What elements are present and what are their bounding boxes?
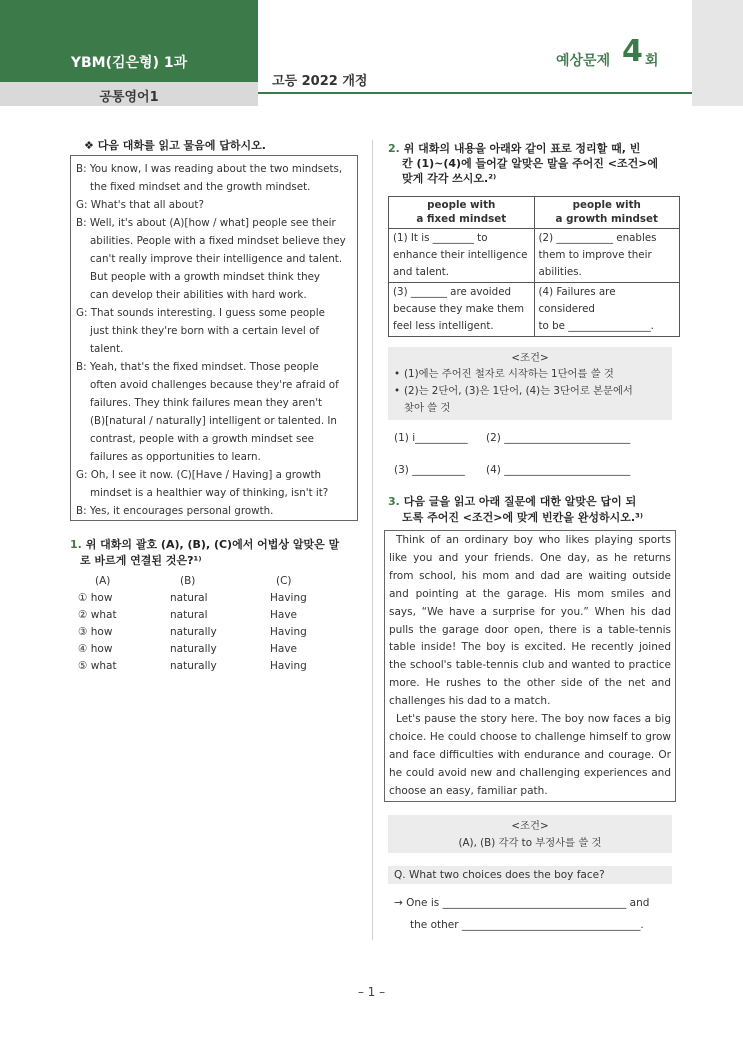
option-mark: ① xyxy=(78,592,88,604)
condition-box-3 xyxy=(388,815,672,853)
dialogue-line: often avoid challenges because they're afraid of xyxy=(90,379,339,391)
dialogue-line: B: Well, it's about (A)[how / what] people see their xyxy=(76,214,352,232)
dialogue-line: G: What's that all about? xyxy=(76,196,352,214)
answer-blank-4[interactable]: (4) ________________________ xyxy=(486,464,631,476)
dialogue-line: talent. xyxy=(90,343,124,355)
header-corner-tab xyxy=(692,0,743,106)
header-exam-number: 4 xyxy=(622,34,643,69)
dialogue-line: B: Yeah, that's the fixed mindset. Those people xyxy=(76,358,352,376)
dialogue-line: just think they're born with a certain level of xyxy=(90,325,319,337)
dialogue-line: contrast, people with a growth mindset see xyxy=(90,433,314,445)
options-header: (A) (B) (C) xyxy=(95,575,292,587)
condition-item: (A), (B) 각각 to 부정사를 쓸 것 xyxy=(458,837,602,849)
question-1 xyxy=(70,537,360,569)
option-mark: ④ xyxy=(78,643,88,655)
speaker: G: xyxy=(76,199,88,211)
answer-option[interactable]: ① how natural Having xyxy=(78,592,307,604)
question-text: 맞게 각각 쓰시오.²⁾ xyxy=(402,172,497,185)
question-text: 로 바르게 연결된 것은?¹⁾ xyxy=(80,554,202,567)
option-mark: ⑤ xyxy=(78,660,88,672)
condition-title: <조건> xyxy=(511,352,549,364)
header-subtitle: 공통영어1 xyxy=(99,90,159,105)
question-text: 칸 (1)~(4)에 들어갈 알맞은 말을 주어진 <조건>에 xyxy=(402,157,659,170)
dialogue-line: But people with a growth mindset think they xyxy=(90,271,321,283)
answer-blank-1[interactable]: (1) i__________ xyxy=(394,432,468,444)
dialogue-line: can't really improve their intelligence and talent. xyxy=(90,253,343,265)
dialogue-line: can develop their abilities with hard work. xyxy=(90,289,307,301)
speaker: G: xyxy=(76,307,88,319)
table-cell-4: (4) Failures are considered to be ________________. xyxy=(534,283,680,337)
question-text: 다음 글을 읽고 아래 질문에 대한 알맞은 답이 되 xyxy=(403,495,637,508)
option-mark: ③ xyxy=(78,626,88,638)
dialogue-line: mindset is a healthier way of thinking, isn't it? xyxy=(90,487,329,499)
answer-option[interactable]: ③ how naturally Having xyxy=(78,626,307,638)
table-cell-2: (2) ___________ enables them to improve their abilities. xyxy=(534,229,680,283)
condition-box-2 xyxy=(388,347,672,420)
speaker: B: xyxy=(76,163,87,175)
passage-paragraph: Let's pause the story here. The boy now faces a big choice. He could choose to challenge himself to grow and face difficulties with endurance and courage. Or he could avoid new and challenging experiences and choose an easy, familiar path. xyxy=(389,713,671,797)
answer-line-2[interactable]: the other __________________________________. xyxy=(410,919,644,931)
speaker: B: xyxy=(76,361,87,373)
table-header-growth: people with a growth mindset xyxy=(534,197,680,229)
condition-item: • (1)에는 주어진 철자로 시작하는 1단어를 쓸 것 xyxy=(394,368,614,380)
dialogue-line: B: Yes, it encourages personal growth. xyxy=(76,502,352,520)
answer-option[interactable]: ④ how naturally Have xyxy=(78,643,298,655)
column-divider xyxy=(372,140,373,940)
passage-paragraph: Think of an ordinary boy who likes playing sports like you and your friends. One day, as he returns from school, his mom and dad are waiting outside and pointing at the garage. His mom smiles and says, “We have a surprise for you.” When his dad pulls the garage door open, there is a table-tennis table inside! The boy is excited. He recently joined the school's table-tennis club and wanted to practice more. He rushes to the other side of the net and challenges his dad to a match. xyxy=(389,534,671,708)
answer-option[interactable]: ② what natural Have xyxy=(78,609,298,621)
question-number: 3. xyxy=(388,495,400,508)
dialogue-line: abilities. People with a fixed mindset believe they xyxy=(90,235,346,247)
header-exam-label: 예상문제 xyxy=(556,53,611,69)
header-exam-suffix: 회 xyxy=(645,53,659,69)
dialogue-line: B: You know, I was reading about the two mindsets, xyxy=(76,160,352,178)
table-cell-1: (1) It is ________ to enhance their intelligence and talent. xyxy=(389,229,535,283)
question-number: 2. xyxy=(388,142,400,155)
answer-options xyxy=(78,573,330,675)
option-mark: ② xyxy=(78,609,88,621)
question-text: 위 대화의 내용을 아래와 같이 표로 정리할 때, 빈 xyxy=(403,142,641,155)
question-number: 1. xyxy=(70,538,82,551)
answer-blank-2[interactable]: (2) ________________________ xyxy=(486,432,631,444)
header-grade: 고등 2022 개정 xyxy=(272,74,368,89)
condition-item: 찾아 쓸 것 xyxy=(404,402,451,414)
dialogue-line: the fixed mindset and the growth mindset. xyxy=(90,181,311,193)
question-text: 위 대화의 괄호 (A), (B), (C)에서 어법상 알맞은 말 xyxy=(85,538,340,551)
condition-item: • (2)는 2단어, (3)은 1단어, (4)는 3단어로 본문에서 xyxy=(394,385,633,397)
speaker: B: xyxy=(76,505,87,517)
dialogue-line: failures as opportunities to learn. xyxy=(90,451,261,463)
condition-title: <조건> xyxy=(511,820,549,832)
instruction: ❖ 다음 대화를 읽고 물음에 답하시오. xyxy=(84,139,266,152)
dialogue-line: failures. They think failures mean they aren't xyxy=(90,397,323,409)
question-2 xyxy=(388,141,678,186)
dialogue-line: G: Oh, I see it now. (C)[Have / Having] a growth xyxy=(76,466,352,484)
answer-option[interactable]: ⑤ what naturally Having xyxy=(78,660,307,672)
page-number: – 1 – xyxy=(357,985,386,999)
answer-line-1[interactable]: → One is ___________________________________ and xyxy=(394,897,650,909)
sub-question: Q. What two choices does the boy face? xyxy=(388,866,672,884)
speaker: B: xyxy=(76,217,87,229)
dialogue-line: (B)[natural / naturally] intelligent or talented. In xyxy=(90,415,337,427)
header-title: YBM(김은형) 1과 xyxy=(70,55,188,71)
question-text: 도록 주어진 <조건>에 맞게 빈칸을 완성하시오.³⁾ xyxy=(402,511,644,524)
dialogue-line: G: That sounds interesting. I guess some people xyxy=(76,304,352,322)
header-rule xyxy=(258,92,743,94)
answer-blank-3[interactable]: (3) __________ xyxy=(394,464,465,476)
reading-passage xyxy=(384,530,676,802)
dialogue-box xyxy=(70,155,358,521)
question-3 xyxy=(388,494,678,526)
table-header-fixed: people with a fixed mindset xyxy=(389,197,535,229)
table-cell-3: (3) _______ are avoided because they make them feel less intelligent. xyxy=(389,283,535,337)
speaker: G: xyxy=(76,469,88,481)
mindset-table xyxy=(388,196,680,337)
